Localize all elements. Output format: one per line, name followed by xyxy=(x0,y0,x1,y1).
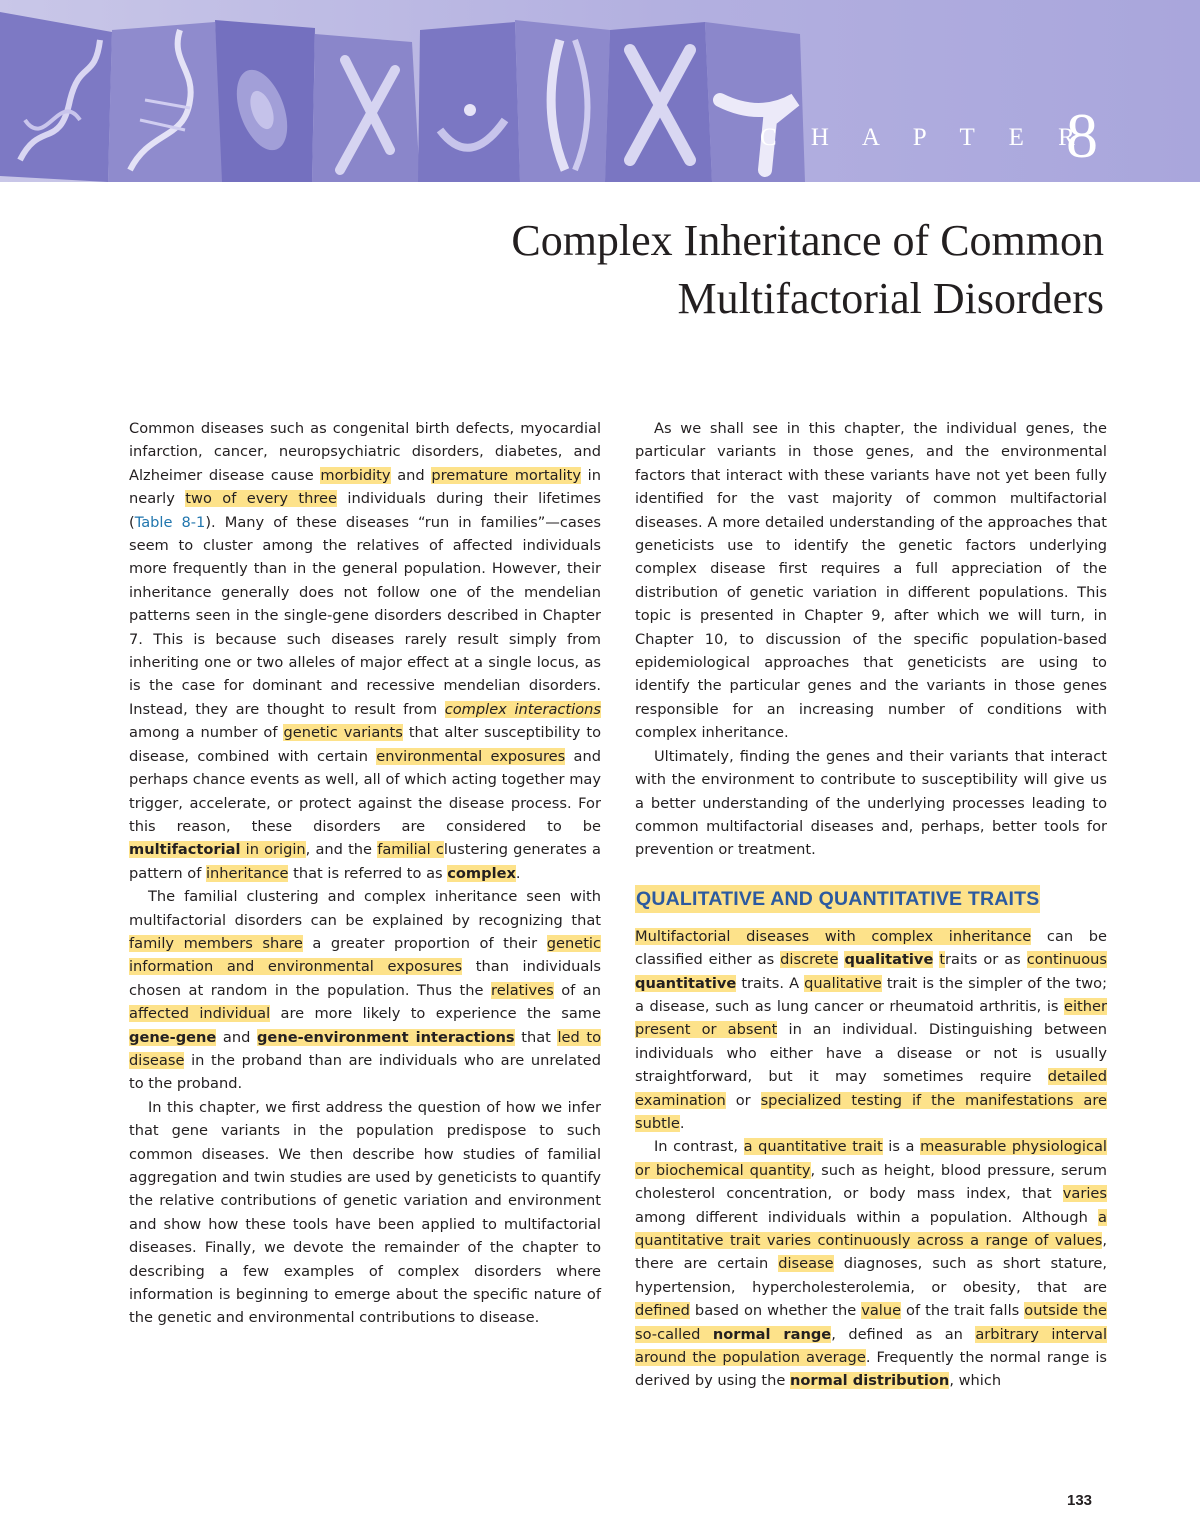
section-heading: QUALITATIVE AND QUANTITATIVE TRAITS xyxy=(635,885,1040,913)
highlight: complex xyxy=(447,864,516,882)
page-number: 133 xyxy=(1067,1492,1093,1509)
highlight: value xyxy=(861,1302,902,1320)
highlight: arbitrary interval around the population average xyxy=(635,1325,1108,1367)
highlight: morbidity xyxy=(320,466,391,484)
right-paragraph-3: Multifactorial diseases with complex inheritance can be classified either as discrete qualitative traits or as continuous quantitative traits. A qualitative trait is the simpler of the two; a disease, such as lung cancer or rheumatoid arthritis, is either present or absent in an individual. Distinguishing between individuals who either have a disease or not is usually straightforward, but it may sometimes require detailed examination or specialized testing if the manifestations are subtle. xyxy=(635,927,1108,1132)
right-paragraph-1: As we shall see in this chapter, the individual genes, the particular variants in those genes, and the environmental factors that interact with these variants have not yet been fully identified for the vast majority of common multifactorial diseases. A more detailed understanding of the approaches that geneticists use to identify the genetic factors underlying complex disease first requires a full appreciation of the distribution of genetic variation in different populations. This topic is presented in Chapter 9, after which we will turn, in Chapter 10, to discussion of the specific population-based epidemiological approaches that geneticists are using to identify the particular genes and the variants in those genes responsible for an increasing number of conditions with complex inheritance. xyxy=(635,420,1107,742)
highlight: either present or absent xyxy=(635,997,1107,1039)
highlight: detailed examination xyxy=(635,1068,1107,1109)
chapter-title xyxy=(204,212,1104,328)
highlight: complex interactions xyxy=(444,700,601,718)
highlight: familial c xyxy=(377,841,444,859)
spindle-tile xyxy=(515,20,610,182)
dna-tile xyxy=(0,12,112,182)
highlight: normal distribution xyxy=(790,1372,950,1390)
y-shape-tile xyxy=(705,22,805,182)
highlight: disease xyxy=(778,1255,834,1273)
highlight: quantitative xyxy=(635,974,737,992)
right-paragraph-4: In contrast, a quantitative trait is a measurable physiological or biochemical quantity, such as height, blood pressure, serum cholesterol concentration, or body mass index, that varies among different individuals within a population. Although a quantitative trait varies continuously across a range of values, there are certain disease diagnoses, such as short stature, hypertension, hypercholesterolemia, or obesity, that are defined based on whether the value of the trait falls outside the so-called normal range, defined as an arbitrary interval around the population average. Frequently the normal range is derived by using the normal distribution, which xyxy=(635,1138,1108,1390)
highlight: defined xyxy=(635,1302,690,1320)
highlight: led to disease xyxy=(129,1028,601,1069)
banner-artwork xyxy=(0,0,1200,182)
highlight: specialized testing if the manifestations are subtle xyxy=(635,1091,1107,1132)
highlight: multifactorial xyxy=(129,841,241,859)
highlight: in origin xyxy=(245,841,306,859)
highlight: premature mortality xyxy=(431,466,581,484)
highlight: environmental exposures xyxy=(376,747,566,765)
highlight: genetic information and environmental exposures xyxy=(129,934,601,976)
highlight: qualitative xyxy=(804,974,882,992)
highlight: measurable physiological or biochemical quantity xyxy=(635,1138,1107,1179)
x-chromosome-tile xyxy=(605,22,712,182)
chapter-number: 8 xyxy=(1066,100,1098,171)
chapter-title-line-2: Multifactorial Disorders xyxy=(677,274,1104,323)
highlight: inheritance xyxy=(205,864,289,882)
highlight: Multifactorial diseases with complex inheritance xyxy=(635,927,1032,945)
chromosome-tile xyxy=(312,34,420,182)
chapter-banner xyxy=(0,0,1200,182)
helix-tile xyxy=(108,22,225,182)
highlight: a quantitative trait xyxy=(743,1138,883,1156)
highlight: gene-environment interactions xyxy=(256,1028,515,1046)
right-column xyxy=(635,417,1107,1393)
left-paragraph-3: In this chapter, we first address the question of how we infer that gene variants in the population predispose to such common diseases. We then describe how studies of familial aggregation and twin studies are used by geneticists to quantify the relative contributions of genetic variation and environment and show how these tools have been applied to multifactorial diseases. Finally, we devote the remainder of the chapter to describing a few examples of complex disorders where information is beginning to emerge about the specific nature of the genetic and environmental contributions to disease. xyxy=(129,1098,601,1327)
highlight: two of every three xyxy=(185,490,338,508)
highlight: family members share xyxy=(129,934,303,952)
left-paragraph-2: The familial clustering and complex inheritance seen with multifactorial disorders can be explained by recognizing that family members share a greater proportion of their genetic information and environmental exposures than individuals chosen at random in the population. Thus the relatives of an affected individual are more likely to experience the same gene-gene and gene-environment interactions that led to disease in the proband than are individuals who are unrelated to the proband. xyxy=(129,888,601,1093)
highlight: continuous xyxy=(1026,951,1108,969)
highlight: affected individual xyxy=(129,1005,271,1023)
left-column xyxy=(129,417,601,1330)
highlight: varies xyxy=(1062,1185,1107,1203)
table-reference-link[interactable]: Table 8-1 xyxy=(134,513,206,531)
highlight: genetic variants xyxy=(283,724,403,742)
right-paragraph-2: Ultimately, finding the genes and their variants that interact with the environment to contribute to susceptibility will give us a better understanding of the underlying processes leading to common multifactorial diseases and, perhaps, better tools for prevention or treatment. xyxy=(635,747,1107,859)
highlight: qualitative xyxy=(844,951,934,969)
highlight: t xyxy=(939,951,946,969)
chapter-label: C H A P T E R xyxy=(760,124,1089,151)
highlight: relatives xyxy=(491,981,554,999)
chapter-title-line-1: Complex Inheritance of Common xyxy=(511,216,1104,265)
highlight: normal range xyxy=(712,1325,832,1343)
highlight: outside the so-called xyxy=(635,1302,1108,1343)
cell-tile xyxy=(215,20,315,182)
highlight: discrete xyxy=(780,951,839,969)
mitosis-tile xyxy=(418,22,520,182)
highlight: a quantitative trait varies continuously across a range of values xyxy=(635,1208,1107,1249)
highlight: gene-gene xyxy=(129,1028,217,1046)
left-paragraph-1: Common diseases such as congenital birth defects, myocardial infarction, cancer, neuropsychiatric disorders, diabetes, and Alzheimer disease cause morbidity and premature mortality in nearly two of every three individuals during their lifetimes (Table 8-1). Many of these diseases “run in families”—cases seem to cluster among the relatives of affected individuals more frequently than in the general population. However, their inheritance generally does not follow one of the mendelian patterns seen in the single-gene disorders described in Chapter 7. This is because such diseases rarely result simply from inheriting one or two alleles of major effect at a single locus, as is the case for dominant and recessive mendelian disorders. Instead, they are thought to result from complex interactions among a number of genetic variants that alter susceptibility to disease, combined with certain environmental exposures and perhaps chance events as well, all of which acting together may trigger, accelerate, or protect against the disease process. For this reason, these disorders are considered to be multifactorial in origin, and the familial clustering generates a pattern of inheritance that is referred to as complex. xyxy=(129,420,602,882)
